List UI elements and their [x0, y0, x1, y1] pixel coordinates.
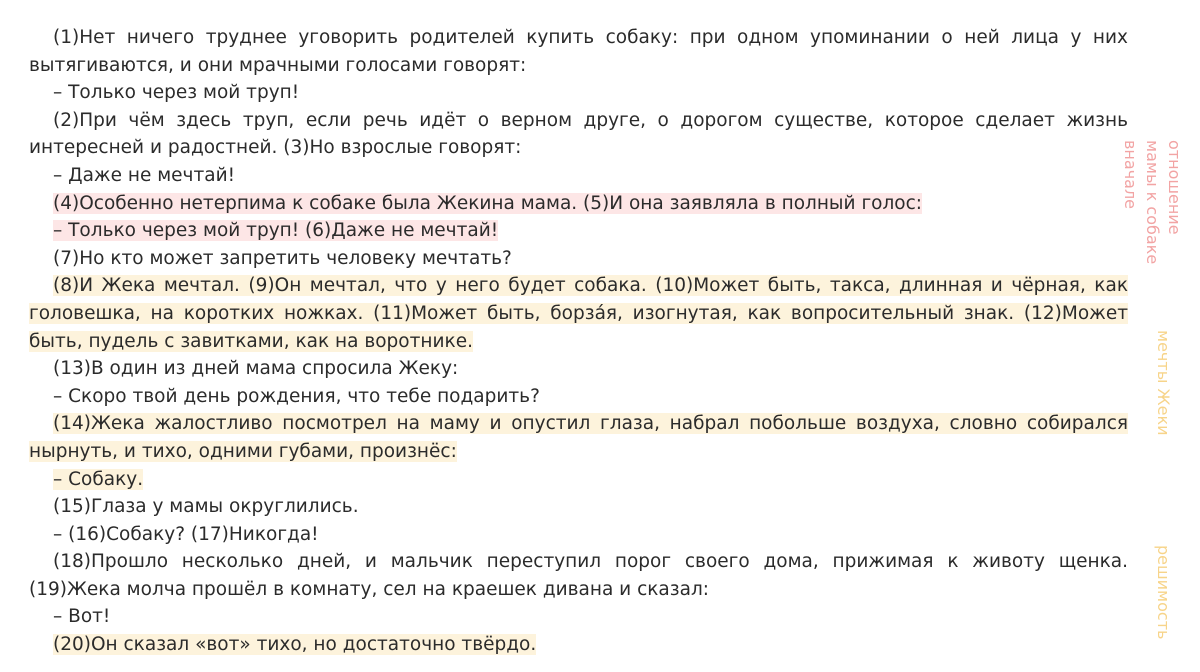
- paragraph-1: [29, 24, 1128, 79]
- paragraph-1-text: (1)Нет ничего труднее уговорить родителей купить собаку: при одном упоминании о ней лица у них вытягиваются, и они мрачными голосами говорят:: [29, 27, 1128, 76]
- paragraph-9: [29, 355, 1128, 383]
- paragraph-4-text: – Даже не мечтай!: [53, 164, 236, 186]
- paragraph-14-text: – (16)Собаку? (17)Никогда!: [53, 523, 319, 545]
- paragraph-7-text: (7)Но кто может запретить человеку мечтать?: [53, 247, 512, 269]
- paragraph-7: [29, 245, 1128, 273]
- paragraph-15-text: (18)Прошло несколько дней, и мальчик переступил порог своего дома, прижимая к животу щенка. (19)Жека молча прошёл в комнату, сел на краешек дивана и сказал:: [29, 551, 1128, 600]
- paragraph-10: [29, 383, 1128, 411]
- side-label-zheka-dreams: мечты Жеки: [1154, 330, 1173, 436]
- story-text: [29, 24, 1128, 659]
- paragraph-2-text: – Только через мой труп!: [53, 82, 300, 104]
- highlight-zheka-answer: – Собаку.: [53, 468, 144, 490]
- paragraph-16: [29, 603, 1128, 631]
- paragraph-17: [29, 631, 1128, 659]
- paragraph-9-text: (13)В один из дней мама спросила Жеку:: [53, 358, 459, 380]
- paragraph-14: [29, 521, 1128, 549]
- paragraph-15: [29, 548, 1128, 603]
- side-label-mother-attitude: отношение мамы к собаке вначале: [1121, 140, 1184, 265]
- highlight-mother-attitude-2: – Только через мой труп! (6)Даже не мечтай!: [53, 220, 499, 242]
- highlight-zheka-resolve: (20)Он сказал «вот» тихо, но достаточно твёрдо.: [53, 634, 537, 656]
- paragraph-11: [29, 410, 1128, 465]
- paragraph-16-text: – Вот!: [53, 606, 111, 628]
- paragraph-3-text: (2)При чём здесь труп, если речь идёт о верном друге, о дорогом существе, которое сделает жизнь интересней и радостней. (3)Но взрослые говорят:: [29, 109, 1128, 159]
- paragraph-4: [29, 162, 1128, 190]
- paragraph-2: [29, 79, 1128, 107]
- highlight-zheka-dreams: (8)И Жека мечтал. (9)Он мечтал, что у него будет собака. (10)Может быть, такса, длинная и чёрная, как головешка, на коротких ножках. (11)Может быть, борзáя, изогнутая, как вопросительный знак. (12)Может быть, пудель с завитками, как на воротнике.: [29, 275, 1128, 352]
- paragraph-12: [29, 466, 1128, 494]
- paragraph-13-text: (15)Глаза у мамы округлились.: [53, 496, 359, 518]
- paragraph-13: [29, 493, 1128, 521]
- paragraph-5: [29, 190, 1128, 218]
- paragraph-6: [29, 217, 1128, 245]
- side-label-resolve: решимость: [1154, 545, 1173, 640]
- paragraph-8: [29, 272, 1128, 355]
- paragraph-10-text: – Скоро твой день рождения, что тебе подарить?: [53, 385, 540, 407]
- paragraph-3: [29, 107, 1128, 162]
- highlight-mother-attitude-1: (4)Особенно нетерпима к собаке была Жекина мама. (5)И она заявляла в полный голос:: [53, 192, 923, 214]
- highlight-zheka-request: (14)Жека жалостливо посмотрел на маму и опустил глаза, набрал побольше воздуха, словно собирался нырнуть, и тихо, одними губами, произнёс:: [29, 413, 1128, 462]
